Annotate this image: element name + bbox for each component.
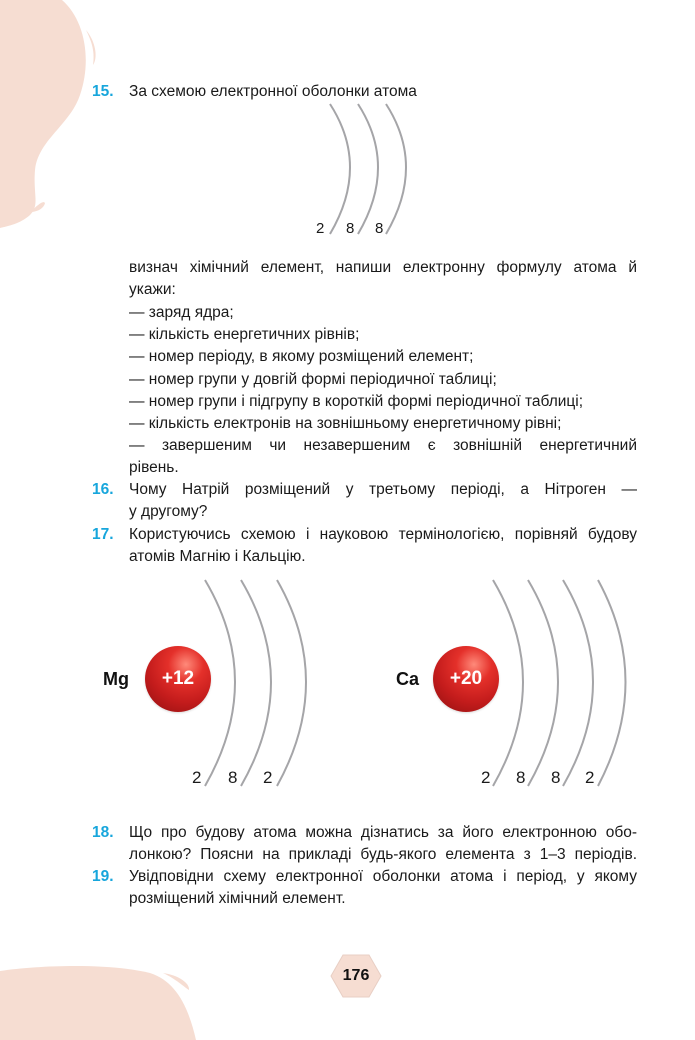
- task-15-text: визнач хімічний елемент, напиши електронну формулу атома й: [129, 259, 637, 276]
- task-17-number: 17.: [92, 526, 114, 543]
- shell-label: 8: [551, 768, 561, 787]
- task-16-text: Чому Натрій розміщений у третьому періоді, а Нітроген —: [129, 481, 637, 498]
- task-15-item: — кількість енергетичних рівнів;: [129, 326, 360, 343]
- shell-diagram-mg: [195, 576, 315, 791]
- element-symbol-ca: Ca: [396, 669, 420, 689]
- task-16-text: у другому?: [129, 503, 208, 520]
- task-15-item: — заряд ядра;: [129, 304, 234, 321]
- task-15-intro: За схемою електронної оболонки атома: [129, 83, 417, 100]
- shell-label: 2: [192, 768, 202, 787]
- task-15-item: — номер періоду, в якому розміщений елемент;: [129, 348, 474, 365]
- shell-label: 8: [228, 768, 238, 787]
- shell-label: 2: [263, 768, 273, 787]
- decorative-blob-bottom: [0, 965, 200, 1040]
- shell-label: 8: [346, 220, 355, 237]
- task-18-text: Що про будову атома можна дізнатись за його електронною обо-: [129, 824, 637, 841]
- shell-label: 8: [516, 768, 526, 787]
- task-15-item: рівень.: [129, 459, 179, 476]
- task-15-item: — номер групи у довгій формі періодичної таблиці;: [129, 371, 497, 388]
- task-15-text: укажи:: [129, 281, 176, 298]
- shell-diagram-15: [300, 100, 420, 240]
- element-symbol-mg: Mg: [103, 669, 129, 689]
- nucleus-charge: +20: [449, 668, 483, 689]
- shell-label: 2: [585, 768, 595, 787]
- shell-label: 2: [316, 220, 325, 237]
- task-19-text: розміщений хімічний елемент.: [129, 890, 346, 907]
- task-17-text: Користуючись схемою і науковою термінологією, порівняй будову: [129, 526, 637, 543]
- shell-diagram-ca: [485, 576, 645, 791]
- task-15-number: 15.: [92, 83, 114, 100]
- shell-label: 8: [375, 220, 384, 237]
- nucleus-charge: +12: [161, 668, 195, 689]
- task-15-item: — завершеним чи незавершеним є зовнішній енергетичний: [129, 437, 637, 454]
- task-18-text: лонкою? Поясни на прикладі будь-якого елемента з 1–3 періодів.: [129, 846, 637, 863]
- task-19-number: 19.: [92, 868, 114, 885]
- decorative-blob-top: [0, 0, 120, 240]
- page-number-text: 176: [342, 967, 370, 984]
- task-19-text: Увідповідни схему електронної оболонки атома і період, у якому: [129, 868, 637, 885]
- task-15-item: — номер групи і підгрупу в короткій формі періодичної таблиці;: [129, 393, 584, 410]
- task-18-number: 18.: [92, 824, 114, 841]
- page-number: [330, 953, 382, 999]
- task-15-item: — кількість електронів на зовнішньому енергетичному рівні;: [129, 415, 562, 432]
- shell-label: 2: [481, 768, 491, 787]
- task-17-text: атомів Магнію і Кальцію.: [129, 548, 306, 565]
- task-16-number: 16.: [92, 481, 114, 498]
